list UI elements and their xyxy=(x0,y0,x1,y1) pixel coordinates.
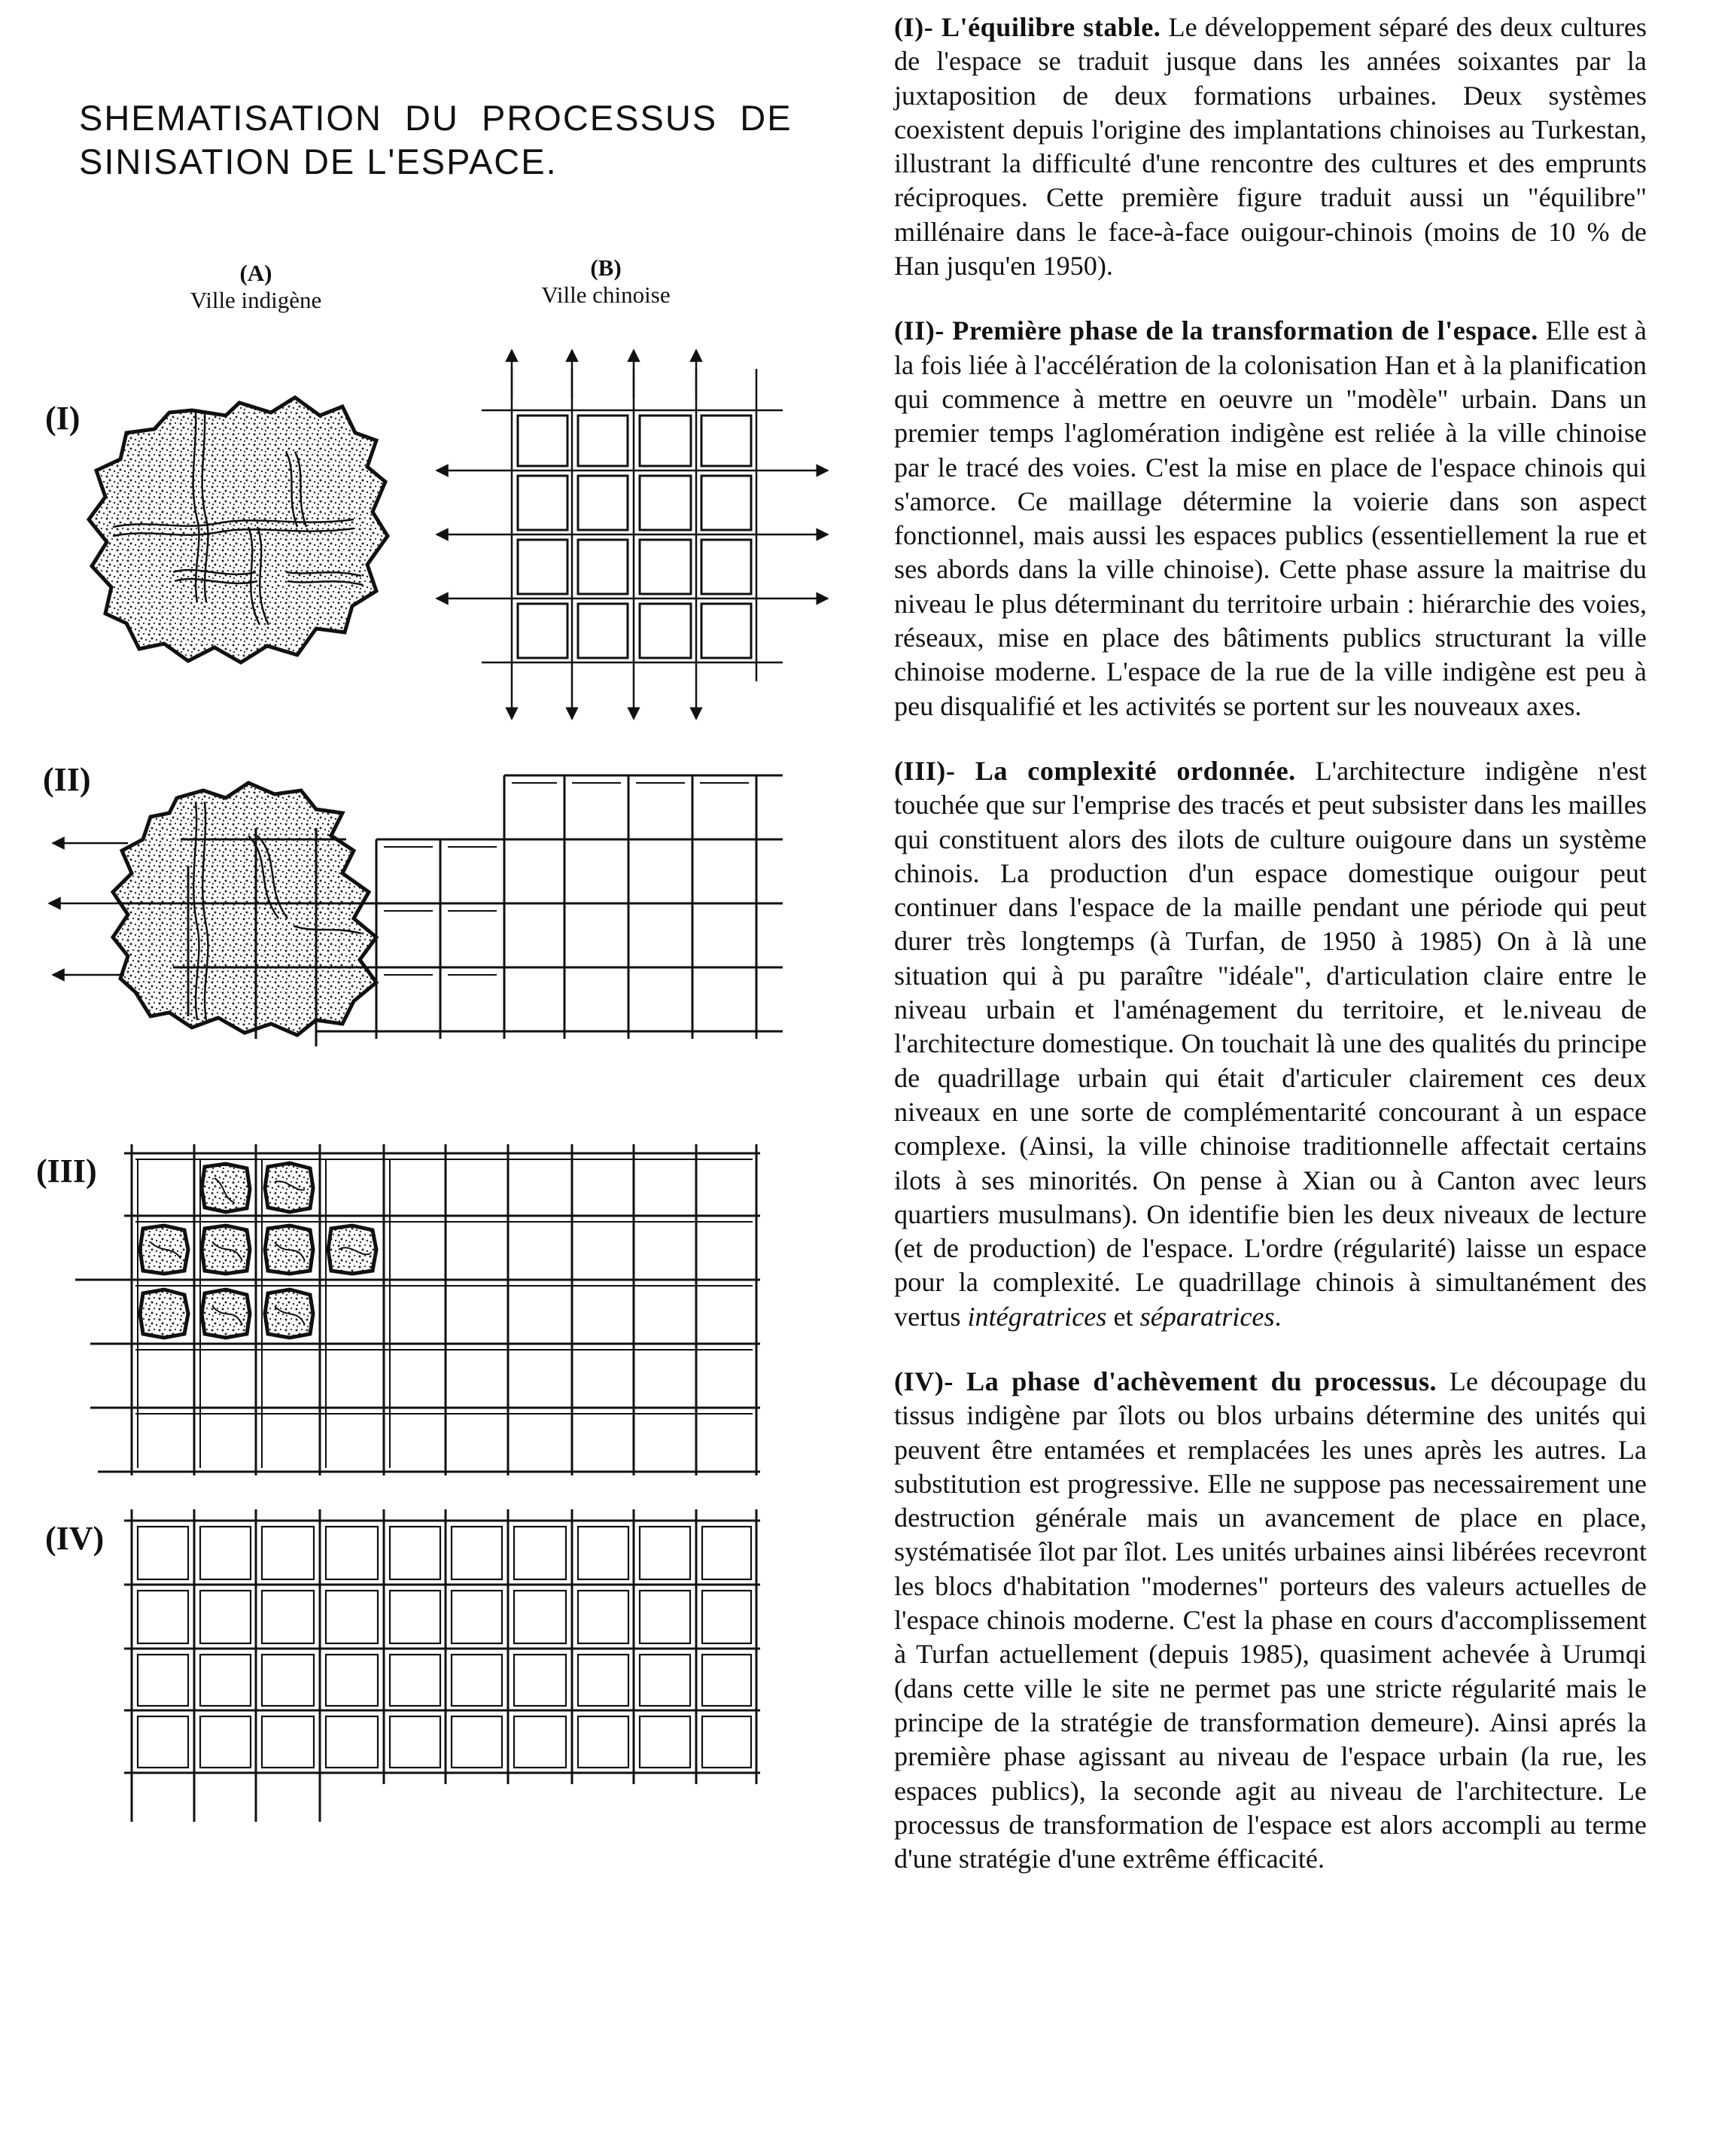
paragraph-phase-3 xyxy=(894,754,1647,1334)
column-caption-a: Ville indigène xyxy=(190,287,322,313)
paragraph-phase-4 xyxy=(894,1365,1647,1876)
paragraph-4-heading: (IV)- La phase d'achèvement du processus. xyxy=(894,1366,1437,1396)
paragraph-1-body: Le développement séparé des deux cultures de l'espace se traduit jusque dans les années soixantes par la juxtaposition de deux formations urbaines. Deux systèmes coexistent depuis l'origine des implantations chinoises au Turkestan, illustrant la difficulté d'une rencontre des cultures et des emprunts réciproques. Cette première figure traduit aussi un "équilibre" millénaire dans le face-à-face ouigour-chinois (moins de 10 % de Han jusqu'en 1950). xyxy=(894,12,1647,282)
paragraph-3-heading: (III)- La complexité ordonnée. xyxy=(894,755,1296,786)
paragraph-1-heading: (I)- L'équilibre stable. xyxy=(894,12,1161,42)
phase-label-1: (I) xyxy=(45,400,81,437)
transformation-grid-2 xyxy=(49,775,783,1046)
title-line-2: SINISATION DE L'ESPACE. xyxy=(79,142,558,181)
paragraph-3-mid: et xyxy=(1106,1301,1140,1332)
completed-grid-4 xyxy=(124,1509,760,1822)
paragraph-3-italic-2: séparatrices xyxy=(1139,1301,1275,1332)
phase-label-3: (III) xyxy=(36,1153,97,1189)
paragraph-3-italic-1: intégratrices xyxy=(967,1301,1107,1332)
chinese-city-grid-1 xyxy=(437,350,828,719)
column-letter-a: (A) xyxy=(239,260,272,286)
title-line-1: SHEMATISATION DU PROCESSUS DE xyxy=(79,98,792,138)
paragraph-3-end: . xyxy=(1274,1301,1282,1332)
phase-label-4: (IV) xyxy=(45,1520,105,1557)
paragraph-2-body: Elle est à la fois liée à l'accélération de la colonisation Han et à la planification qui commence à mettre en oeuvre un "modèle" urbain. Dans un premier temps l'aglomération indigène est reliée à la ville chinoise par le tracé des voies. C'est la mise en place de l'espace chinois qui s'amorce. Ce maillage détermine la voierie dans son aspect fonctionnel, mais aussi les espaces publics (essentiellement la rue et ses abords dans la ville chinoise). Cette phase assure la maitrise du niveau le plus déterminant du territoire urbain : hiérarchie des voies, réseaux, mise en place des bâtiments publics structurant la ville chinoise moderne. L'espace de la rue de la ville indigène est peu à peu disqualifié et les activités se portent sur les nouveaux axes. xyxy=(894,315,1647,721)
indigenous-city-blob-1 xyxy=(89,397,388,662)
column-caption-b: Ville chinoise xyxy=(541,282,671,308)
paragraph-4-body: Le découpage du tissus indigène par îlots ou blos urbains détermine des unités qui peuvent être entamées et remplacées les unes après les autres. La substitution est progressive. Elle ne suppose pas necessairement une destruction générale mais un avancement de place en place, systématisée îlot par îlot. Les unités urbaines ainsi libérées recevront les blocs d'habitation "modernes" porteurs des valeurs actuelles de l'espace chinois moderne. C'est la phase en cours d'accomplissement à Turfan actuellement (depuis 1985), quasiment achevée à Urumqi (dans cette ville le site ne permet pas une stricte régularité mais le principe de la stratégie de transformation demeure). Ainsi aprés la première phase agissant au niveau de l'espace urbain (la rue, les espaces publics), la seconde agit au niveau de l'architecture. Le processus de transformation de l'espace est alors accompli au terme d'une stratégie d'une extrême éfficacité. xyxy=(894,1366,1647,1874)
paragraph-2-heading: (II)- Première phase de la transformation de l'espace. xyxy=(894,315,1538,346)
paragraph-phase-2 xyxy=(894,314,1647,723)
paragraph-3-body: L'architecture indigène n'est touchée que sur l'emprise des tracés et peut subsister dans les mailles qui constituent alors des ilots de culture ouigoure dans un système chinois. La production d'un espace domestique ouigour peut continuer dans l'espace de la maille pendant une période qui peut durer très longtemps (à Turfan, de 1950 à 1985) On à là une situation qui à pu paraître "idéale", d'articulation claire entre le niveau urbain et l'aménagement du territoire, et le.niveau de l'architecture domestique. On touchait là une des qualités du principe de quadrillage urbain qui était d'articuler clairement ces deux niveaux en une sorte de complémentarité concourant à un espace complexe. (Ainsi, la ville chinoise traditionnelle affectait certains ilots à ses minorités. On pense à Xian ou à Canton avec leurs quartiers musulmans). On identifie bien les deux niveaux de lecture (et de production) de l'espace. L'ordre (régularité) laisse un espace pour la complexité. Le quadrillage chinois à simultanément des vertus xyxy=(894,755,1647,1332)
sinisation-diagram xyxy=(0,0,865,1882)
column-letter-b: (B) xyxy=(590,254,622,281)
phase-label-2: (II) xyxy=(43,761,91,798)
paragraph-phase-1 xyxy=(894,11,1647,283)
text-column xyxy=(894,11,1647,1907)
ordered-complexity-grid-3 xyxy=(75,1144,760,1475)
